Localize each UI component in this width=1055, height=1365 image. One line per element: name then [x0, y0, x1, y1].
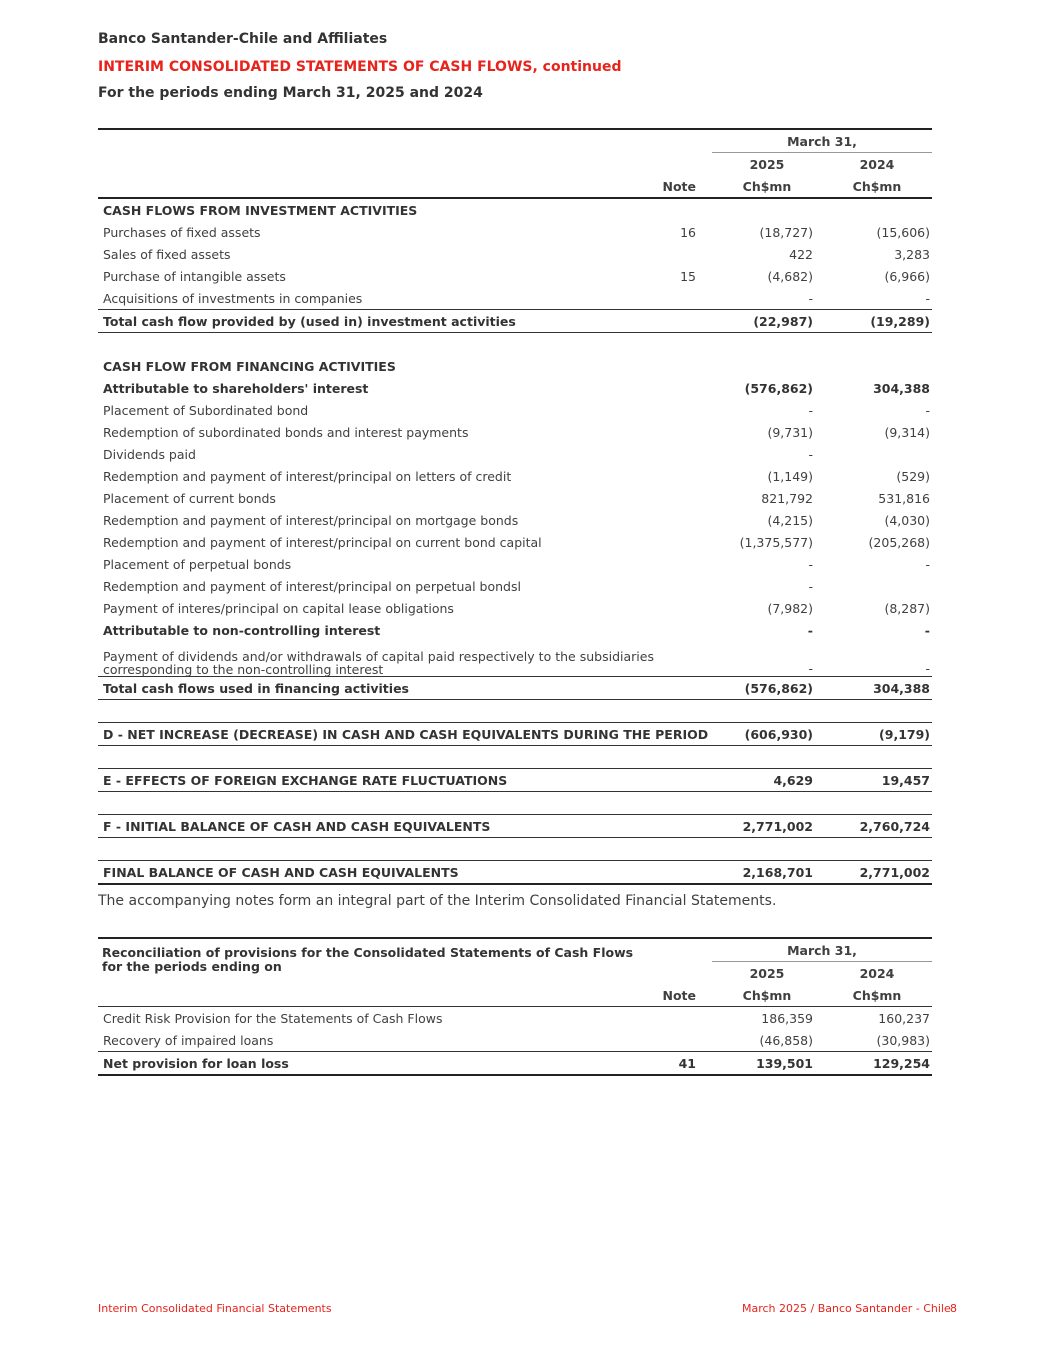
reconciliation-table [98, 937, 932, 1076]
unit-2024-header: Ch$mn [822, 175, 932, 198]
table-row [98, 287, 932, 310]
table-row [98, 723, 932, 746]
value-2024 [822, 575, 932, 597]
value-2025: (22,987) [712, 310, 822, 333]
row-label: Redemption of subordinated bonds and interest payments [103, 424, 469, 440]
table-row [98, 553, 932, 575]
value-2024: (19,289) [822, 310, 932, 333]
value-2024: (15,606) [876, 224, 930, 240]
row-label: Placement of Subordinated bond [103, 402, 309, 418]
value-2025: - [808, 578, 813, 594]
period-header-row [98, 129, 932, 153]
value-2025: (7,982) [767, 600, 813, 616]
row-note [658, 1007, 712, 1030]
unit-header-row [98, 175, 932, 198]
value-2024 [822, 443, 932, 465]
table-row [98, 531, 932, 553]
row-note: 15 [680, 268, 696, 284]
row-label: E - EFFECTS OF FOREIGN EXCHANGE RATE FLUCTUATIONS [98, 769, 658, 792]
value-2024: 19,457 [822, 769, 932, 792]
value-2025: 4,629 [712, 769, 822, 792]
value-2025: - [808, 290, 813, 306]
value-2024: (6,966) [884, 268, 930, 284]
row-note [658, 355, 712, 377]
value-2025: - [808, 402, 813, 418]
value-2024: 3,283 [894, 246, 930, 262]
table-row [98, 769, 932, 792]
row-note: 41 [658, 1052, 712, 1076]
year-2024-header: 2024 [859, 156, 895, 172]
spacer-row [98, 700, 932, 723]
period-header: March 31, [712, 129, 932, 153]
value-2025: 422 [789, 246, 813, 262]
row-label: Purchases of fixed assets [103, 224, 261, 240]
row-label: Dividends paid [103, 446, 196, 462]
table-row [98, 487, 932, 509]
row-label: CASH FLOWS FROM INVESTMENT ACTIVITIES [103, 202, 418, 218]
row-note [658, 465, 712, 487]
row-label: Redemption and payment of interest/principal on current bond capital [103, 534, 542, 550]
rec-unit-2025-header: Ch$mn [742, 987, 792, 1003]
value-2024: 129,254 [822, 1052, 932, 1076]
table-row [98, 575, 932, 597]
row-label: F - INITIAL BALANCE OF CASH AND CASH EQUIVALENTS [98, 815, 658, 838]
value-2024: (9,314) [884, 424, 930, 440]
value-2024: (9,179) [822, 723, 932, 746]
row-label: Purchase of intangible assets [103, 268, 286, 284]
row-note [658, 198, 712, 221]
row-note [658, 443, 712, 465]
value-2024: - [925, 290, 930, 306]
value-2024: 304,388 [873, 380, 930, 396]
spacer-row [98, 746, 932, 769]
table-row [98, 597, 932, 619]
spacer-row [98, 838, 932, 861]
table-row [98, 861, 932, 885]
value-2024: 2,760,724 [822, 815, 932, 838]
row-note [658, 310, 712, 333]
company-name: Banco Santander-Chile and Affiliates [98, 31, 388, 47]
row-label: Attributable to shareholders' interest [103, 380, 369, 396]
value-2025: (9,731) [767, 424, 813, 440]
row-label: Total cash flows used in financing activities [98, 677, 658, 700]
rec-year-2024-header: 2024 [859, 965, 895, 981]
value-2024: 531,816 [878, 490, 930, 506]
value-2024: 304,388 [822, 677, 932, 700]
value-2024: (529) [896, 468, 930, 484]
value-2025: - [808, 446, 813, 462]
period-subtitle: For the periods ending March 31, 2025 and 2024 [98, 85, 483, 101]
value-2025: - [808, 556, 813, 572]
row-label: Net provision for loan loss [98, 1052, 658, 1076]
row-label: Payment of dividends and/or withdrawals of capital paid respectively to the subsidiaries corresponding to the non-controlling interest [103, 649, 654, 677]
rec-note-header: Note [662, 987, 696, 1003]
year-header-row [98, 153, 932, 176]
row-note [658, 575, 712, 597]
rec-unit-2024-header: Ch$mn [852, 987, 902, 1003]
row-label: Redemption and payment of interest/principal on perpetual bondsl [103, 578, 521, 594]
value-2025: (18,727) [759, 224, 813, 240]
row-label: Redemption and payment of interest/principal on mortgage bonds [103, 512, 519, 528]
value-2025 [712, 198, 822, 221]
value-2025: (606,930) [712, 723, 822, 746]
year-2025-header: 2025 [749, 156, 785, 172]
row-note: 16 [680, 224, 696, 240]
value-2025: (576,862) [744, 380, 813, 396]
value-2024: - [925, 402, 930, 418]
value-2024: (30,983) [876, 1032, 930, 1048]
row-note [658, 243, 712, 265]
spacer-row [98, 792, 932, 815]
value-2024 [822, 198, 932, 221]
value-2024: (205,268) [868, 534, 930, 550]
row-label: D - NET INCREASE (DECREASE) IN CASH AND CASH EQUIVALENTS DURING THE PERIOD [98, 723, 658, 746]
value-2025: 139,501 [712, 1052, 822, 1076]
table-row [98, 619, 932, 641]
page-number: 8 [950, 1302, 957, 1315]
table-row [98, 1007, 932, 1030]
value-2024: - [925, 556, 930, 572]
value-2025: (4,682) [767, 268, 813, 284]
value-2025: 2,771,002 [712, 815, 822, 838]
table-row [98, 815, 932, 838]
table-row [98, 265, 932, 287]
reconciliation-title: Reconciliation of provisions for the Consolidated Statements of Cash Flows for the periods ending on [102, 945, 634, 974]
value-2024: 160,237 [822, 1007, 932, 1030]
row-label: Payment of interes/principal on capital lease obligations [103, 600, 454, 616]
unit-2025-header: Ch$mn [712, 175, 822, 198]
rec-period-header: March 31, [712, 938, 932, 962]
row-note [658, 815, 712, 838]
table-row [98, 443, 932, 465]
table-row [98, 509, 932, 531]
spacer-row [98, 333, 932, 356]
value-2025: (1,149) [767, 468, 813, 484]
table-row [98, 355, 932, 377]
row-note [658, 553, 712, 575]
row-note [658, 421, 712, 443]
footer-right: March 2025 / Banco Santander - Chile [742, 1302, 951, 1315]
value-2025: (576,862) [712, 677, 822, 700]
row-note [658, 861, 712, 885]
cash-flow-table [98, 128, 932, 885]
row-label: Placement of current bonds [103, 490, 276, 506]
rec-year-2025-header: 2025 [749, 965, 785, 981]
table-row [98, 399, 932, 421]
row-label: Acquisitions of investments in companies [103, 290, 363, 306]
row-note [658, 509, 712, 531]
row-label: Credit Risk Provision for the Statements of Cash Flows [98, 1007, 658, 1030]
value-2024: 2,771,002 [822, 861, 932, 885]
rec-header-row-1 [98, 938, 932, 962]
row-note [658, 597, 712, 619]
row-label: Recovery of impaired loans [103, 1032, 274, 1048]
value-2024: - [924, 622, 930, 638]
table-row [98, 677, 932, 700]
table-row [98, 310, 932, 333]
value-2025: (46,858) [759, 1032, 813, 1048]
row-note [658, 619, 712, 641]
table-row [98, 1052, 932, 1076]
table-row [98, 377, 932, 399]
value-2025: 186,359 [712, 1007, 822, 1030]
table-row [98, 641, 932, 677]
table-row [98, 465, 932, 487]
row-note [658, 641, 712, 677]
value-2024: - [925, 661, 930, 676]
value-2024: (4,030) [884, 512, 930, 528]
table-row [98, 198, 932, 221]
statement-title: INTERIM CONSOLIDATED STATEMENTS OF CASH FLOWS, continued [98, 59, 622, 75]
row-label: Total cash flow provided by (used in) investment activities [98, 310, 658, 333]
row-note [658, 287, 712, 310]
footnote: The accompanying notes form an integral part of the Interim Consolidated Financial Statements. [98, 893, 777, 909]
table-row [98, 421, 932, 443]
note-header: Note [658, 175, 712, 198]
row-note [658, 1029, 712, 1052]
row-label: CASH FLOW FROM FINANCING ACTIVITIES [103, 358, 396, 374]
row-label: Placement of perpetual bonds [103, 556, 292, 572]
value-2025: - [808, 661, 813, 676]
value-2025: (4,215) [767, 512, 813, 528]
row-note [658, 399, 712, 421]
row-label: Attributable to non-controlling interest [103, 622, 381, 638]
row-note [658, 487, 712, 509]
row-note [658, 531, 712, 553]
value-2025: 821,792 [761, 490, 813, 506]
row-note [658, 377, 712, 399]
table-row [98, 243, 932, 265]
footer-left: Interim Consolidated Financial Statements [98, 1302, 332, 1315]
row-note [658, 769, 712, 792]
row-note [658, 677, 712, 700]
table-row [98, 221, 932, 243]
table-row [98, 1029, 932, 1052]
value-2024: (8,287) [884, 600, 930, 616]
row-label: Sales of fixed assets [103, 246, 231, 262]
value-2025: - [807, 622, 813, 638]
row-label: FINAL BALANCE OF CASH AND CASH EQUIVALENTS [98, 861, 658, 885]
row-label: Redemption and payment of interest/principal on letters of credit [103, 468, 512, 484]
value-2025 [712, 355, 822, 377]
value-2025: 2,168,701 [712, 861, 822, 885]
value-2024 [822, 355, 932, 377]
value-2025: (1,375,577) [739, 534, 813, 550]
